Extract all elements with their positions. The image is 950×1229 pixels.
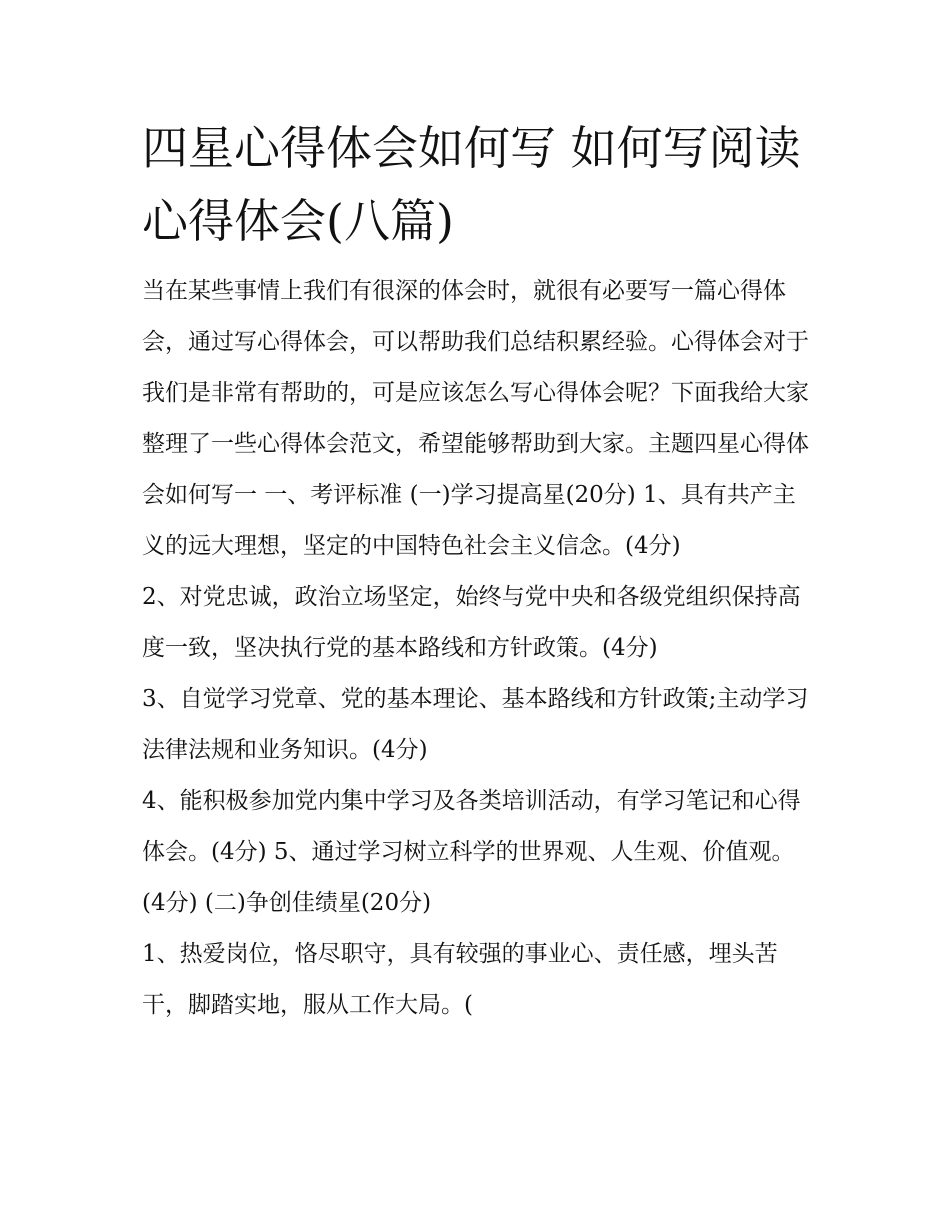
paragraph-item-2: 2、对党忠诚，政治立场坚定，始终与党中央和各级党组织保持高度一致，坚决执行党的基本路线和方针政策。(4分) bbox=[142, 584, 801, 661]
paragraph-item-4: 4、能积极参加党内集中学习及各类培训活动，有学习笔记和心得体会。(4分) 5、通过学习树立科学的世界观、人生观、价值观。(4分) (二)争创佳绩星(20分) bbox=[142, 788, 801, 916]
paragraph-intro: 当在某些事情上我们有很深的体会时，就很有必要写一篇心得体会，通过写心得体会，可以帮助我们总结积累经验。心得体会对于我们是非常有帮助的，可是应该怎么写心得体会呢？下面我给大家整理了一些心得体会范文，希望能够帮助到大家。主题四星心得体会如何写一 一、考评标准 (一)学习提高星(20分) 1、具有共产主义的远大理想，坚定的中国特色社会主义信念。(4分) bbox=[142, 278, 809, 559]
document-title: 四星心得体会如何写 如何写阅读心得体会(八篇) bbox=[142, 121, 801, 248]
paragraph-item-3: 3、自觉学习党章、党的基本理论、基本路线和方针政策;主动学习法律法规和业务知识。(4分) bbox=[142, 686, 809, 763]
paragraph-item-5: 1、热爱岗位，恪尽职守，具有较强的事业心、责任感，埋头苦干，脚踏实地，服从工作大局。( bbox=[142, 941, 778, 1018]
document-page bbox=[142, 112, 817, 1031]
